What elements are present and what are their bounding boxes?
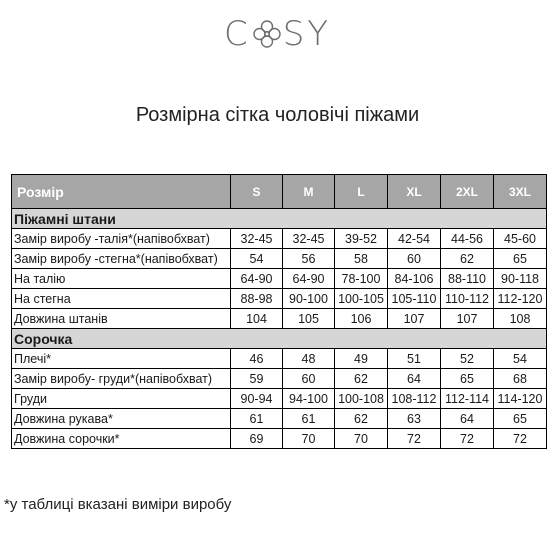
measurement-label: Замір виробу -стегна*(напівобхват): [12, 249, 231, 269]
table-row: [12, 369, 547, 389]
measurement-value: 100-105: [335, 289, 388, 309]
measurement-value: 90-118: [494, 269, 547, 289]
measurement-label: Довжина сорочки*: [12, 429, 231, 449]
header-size: XL: [388, 175, 441, 209]
table-body: [12, 209, 547, 449]
measurement-value: 105-110: [388, 289, 441, 309]
table-row: [12, 249, 547, 269]
measurement-value: 105: [283, 309, 335, 329]
measurement-value: 104: [231, 309, 283, 329]
measurement-value: 108-112: [388, 389, 441, 409]
measurement-value: 32-45: [283, 229, 335, 249]
table-header-row: [12, 175, 547, 209]
measurement-value: 65: [494, 409, 547, 429]
measurement-label: На талію: [12, 269, 231, 289]
measurement-value: 88-98: [231, 289, 283, 309]
measurement-value: 44-56: [441, 229, 494, 249]
header-size: L: [335, 175, 388, 209]
measurement-value: 59: [231, 369, 283, 389]
measurement-value: 90-94: [231, 389, 283, 409]
measurement-value: 65: [441, 369, 494, 389]
measurement-value: 70: [335, 429, 388, 449]
measurement-label: Плечі*: [12, 349, 231, 369]
measurement-value: 68: [494, 369, 547, 389]
measurement-value: 64: [388, 369, 441, 389]
measurement-value: 112-120: [494, 289, 547, 309]
table-row: [12, 349, 547, 369]
measurement-value: 112-114: [441, 389, 494, 409]
measurement-value: 52: [441, 349, 494, 369]
measurement-label: Замір виробу- груди*(напівобхват): [12, 369, 231, 389]
measurement-value: 72: [388, 429, 441, 449]
footnote: *у таблиці вказані виміри виробу: [4, 496, 232, 513]
measurement-value: 62: [441, 249, 494, 269]
measurement-value: 49: [335, 349, 388, 369]
measurement-value: 54: [231, 249, 283, 269]
header-size: S: [231, 175, 283, 209]
measurement-value: 69: [231, 429, 283, 449]
measurement-value: 32-45: [231, 229, 283, 249]
measurement-value: 62: [335, 369, 388, 389]
measurement-value: 107: [441, 309, 494, 329]
brand-logo: [0, 12, 555, 52]
header-size: M: [283, 175, 335, 209]
measurement-value: 45-60: [494, 229, 547, 249]
section-title: Піжамні штани: [12, 209, 547, 229]
measurement-value: 58: [335, 249, 388, 269]
measurement-value: 108: [494, 309, 547, 329]
measurement-value: 64: [441, 409, 494, 429]
measurement-value: 88-110: [441, 269, 494, 289]
header-size-label: Розмір: [12, 175, 231, 209]
measurement-value: 46: [231, 349, 283, 369]
measurement-value: 72: [441, 429, 494, 449]
measurement-value: 60: [388, 249, 441, 269]
measurement-label: Груди: [12, 389, 231, 409]
measurement-value: 72: [494, 429, 547, 449]
measurement-label: Довжина рукава*: [12, 409, 231, 429]
measurement-value: 61: [231, 409, 283, 429]
section-header-row: [12, 209, 547, 229]
table-row: [12, 389, 547, 409]
table-row: [12, 229, 547, 249]
measurement-value: 78-100: [335, 269, 388, 289]
measurement-value: 70: [283, 429, 335, 449]
measurement-value: 61: [283, 409, 335, 429]
measurement-value: 42-54: [388, 229, 441, 249]
logo-letters-sy: SY: [282, 13, 332, 54]
size-chart-table: [11, 174, 547, 449]
measurement-value: 65: [494, 249, 547, 269]
section-title: Сорочка: [12, 329, 547, 349]
measurement-value: 107: [388, 309, 441, 329]
measurement-label: На стегна: [12, 289, 231, 309]
measurement-value: 100-108: [335, 389, 388, 409]
header-size: 2XL: [441, 175, 494, 209]
measurement-label: Замір виробу -талія*(напівобхват): [12, 229, 231, 249]
measurement-value: 64-90: [283, 269, 335, 289]
measurement-value: 56: [283, 249, 335, 269]
table-row: [12, 269, 547, 289]
section-header-row: [12, 329, 547, 349]
measurement-value: 63: [388, 409, 441, 429]
logo-letter-c: C: [223, 13, 251, 54]
measurement-value: 90-100: [283, 289, 335, 309]
measurement-value: 64-90: [231, 269, 283, 289]
measurement-value: 110-112: [441, 289, 494, 309]
measurement-value: 54: [494, 349, 547, 369]
table-row: [12, 409, 547, 429]
measurement-value: 94-100: [283, 389, 335, 409]
measurement-label: Довжина штанів: [12, 309, 231, 329]
measurement-value: 106: [335, 309, 388, 329]
measurement-value: 84-106: [388, 269, 441, 289]
measurement-value: 51: [388, 349, 441, 369]
table-row: [12, 309, 547, 329]
table-row: [12, 429, 547, 449]
header-size: 3XL: [494, 175, 547, 209]
measurement-value: 48: [283, 349, 335, 369]
measurement-value: 60: [283, 369, 335, 389]
measurement-value: 114-120: [494, 389, 547, 409]
page-title: Розмірна сітка чоловічі піжами: [135, 104, 420, 126]
measurement-value: 62: [335, 409, 388, 429]
flower-o-icon: [252, 19, 282, 49]
table-row: [12, 289, 547, 309]
measurement-value: 39-52: [335, 229, 388, 249]
